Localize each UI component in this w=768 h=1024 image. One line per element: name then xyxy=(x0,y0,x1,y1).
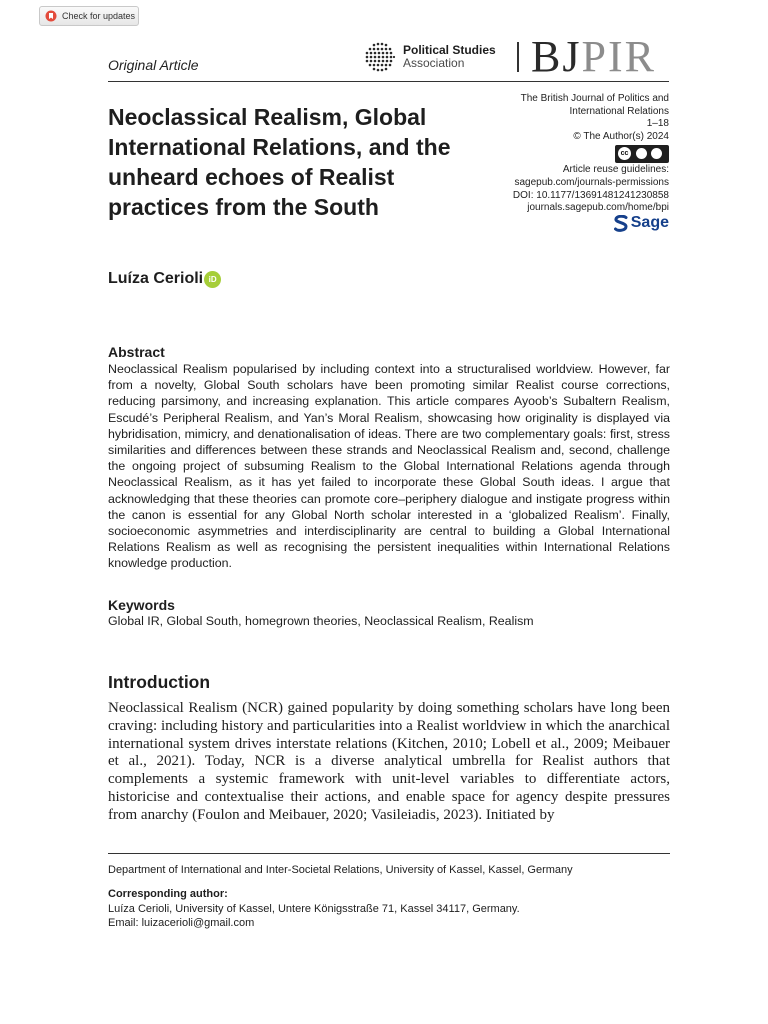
sage-label: Sage xyxy=(630,214,669,231)
affiliation: Department of International and Inter-Societal Relations, University of Kassel, Kassel, Germany xyxy=(108,864,573,876)
intro-text: ; xyxy=(603,735,613,752)
intro-text: ; xyxy=(482,735,492,752)
journal-logo-pir: PIR xyxy=(581,32,656,81)
check-for-updates-button[interactable] xyxy=(39,6,139,26)
article-type: Original Article xyxy=(108,57,199,73)
journal-logo-bj: BJ xyxy=(531,32,582,81)
corresponding-address: Luíza Cerioli, University of Kassel, Untere Königsstraße 71, Kassel 34117, Germany. xyxy=(108,903,520,915)
introduction-paragraph xyxy=(108,700,670,825)
intro-text: ). Today, NCR is a diverse analytical umbrella for Realist authors that complements a systemic framework with unit-level variables to differentiate actors, historicise and contextualise their actions, and enable space for agency despite pressures from anarchy ( xyxy=(108,753,671,823)
cc-icon: cc xyxy=(618,147,631,160)
journal-name-line1: The British Journal of Politics and xyxy=(520,93,669,104)
logo-divider xyxy=(517,42,519,72)
page-range: 1–18 xyxy=(646,118,669,130)
keywords-text: Global IR, Global South, homegrown theories, Neoclassical Realism, Realism xyxy=(108,614,534,628)
author-line xyxy=(108,270,221,288)
keywords-heading: Keywords xyxy=(108,597,175,613)
intro-text: ). Initiated by xyxy=(473,806,555,823)
footnote-rule xyxy=(108,853,670,854)
citation-link[interactable]: Vasileiadis, 2023 xyxy=(370,806,474,823)
abstract-text: Neoclassical Realism popularised by including context into a structuralised worldview. However, far from a novelty, Global South scholars have been promoting similar Realist course corrections, reducing parsimony, and increasing explanation. This article compares Ayoob’s Subaltern Realism, Escudé’s Peripheral Realism, and Yan’s Moral Realism, showcasing how originality is displayed via hybridisation, mimicry, and denationalisation of ideas. There are two complementary goals: first, stress similarities and differences between these strands and Neoclassical Realism and, second, challenge the ongoing project of subsuming Realism to the Global International Relations agenda through Neoclassical Realism, as it has yet failed to incorporate these Global South ideas. I argue that acknowledging that these theories can promote core–periphery dialogue and instigate progress within the canon is essential for any Global North scholar interested in a ‘globalized Realism’. Finally, socioeconomic asymmetries and interdisciplinarity are central to building a Global International Relations Realism as well as recognising the persistent inequalities within International Relations knowledge production. xyxy=(108,362,670,571)
publisher-name-line2: Association xyxy=(403,56,465,70)
citation-link[interactable]: Lobell et al., 2009 xyxy=(491,735,604,752)
journal-info xyxy=(469,93,669,215)
header-rule xyxy=(108,81,669,82)
cc-license-badge[interactable] xyxy=(615,145,669,163)
author-name: Luíza Cerioli xyxy=(108,270,204,287)
abstract-heading: Abstract xyxy=(108,344,165,360)
journal-home-link[interactable]: journals.sagepub.com/home/bpi xyxy=(527,202,669,214)
reuse-link[interactable]: sagepub.com/journals-permissions xyxy=(514,176,669,188)
journal-name-line2: International Relations xyxy=(569,105,669,117)
author-email[interactable]: Email: luizacerioli@gmail.com xyxy=(108,917,255,929)
reuse-label: Article reuse guidelines: xyxy=(562,164,669,176)
nc-icon xyxy=(651,148,662,159)
corresponding-label xyxy=(108,888,228,901)
corresponding-label-text: Corresponding author: xyxy=(108,888,228,900)
by-icon xyxy=(636,148,647,159)
dot-globe-icon xyxy=(363,41,397,73)
intro-text: Neoclassical Realism (NCR) gained popularity by doing something scholars have long been craving: including history and particularities into a Realist worldview in which the anarchical international system drives interstate relations ( xyxy=(108,700,670,752)
citation-link[interactable]: Meibauer et al., 2021 xyxy=(108,735,670,770)
citation-link[interactable]: Foulon and Meibauer, 2020 xyxy=(197,806,364,823)
article-title: Neoclassical Realism, Global International Relations, and the unheard echoes of Realist practices from the South xyxy=(108,104,451,220)
doi[interactable]: DOI: 10.1177/13691481241230858 xyxy=(512,189,669,201)
sage-s-icon xyxy=(614,215,628,232)
publisher-logo xyxy=(363,41,496,73)
bookmark-update-icon xyxy=(45,10,57,22)
publisher-name-line1: Political Studies xyxy=(403,43,496,57)
copyright: © The Author(s) 2024 xyxy=(573,130,669,142)
citation-link[interactable]: Kitchen, 2010 xyxy=(396,735,483,752)
journal-logo xyxy=(531,34,656,80)
check-for-updates-label: Check for updates xyxy=(62,11,136,21)
sage-logo[interactable] xyxy=(614,214,669,232)
introduction-heading: Introduction xyxy=(108,672,211,692)
intro-text: ; xyxy=(363,806,371,823)
orcid-icon[interactable]: iD xyxy=(204,271,221,288)
